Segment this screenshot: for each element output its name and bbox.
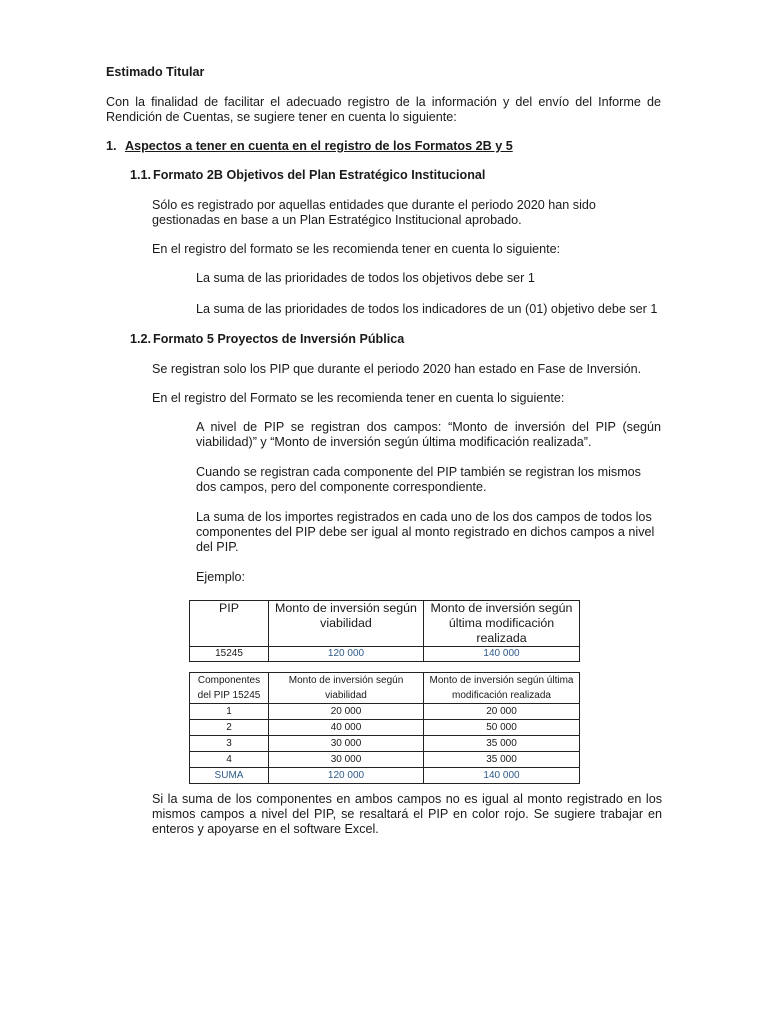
section-1-number: 1. <box>106 139 117 153</box>
table-cell: 20 000 <box>269 704 424 720</box>
greeting: Estimado Titular <box>106 65 205 79</box>
table-cell: 20 000 <box>424 704 580 720</box>
table-header-cell: Componentes del PIP 15245 <box>190 673 269 704</box>
table-cell: 50 000 <box>424 720 580 736</box>
subsection-1-2-number: 1.2. <box>130 332 152 346</box>
section-1-title: Aspectos a tener en cuenta en el registro de los Formatos 2B y 5 <box>125 139 513 153</box>
table-header-row <box>190 673 580 704</box>
table-row <box>190 752 580 768</box>
table-cell: 15245 <box>190 647 269 662</box>
total-label-cell: SUMA <box>190 768 269 784</box>
closing-paragraph: Si la suma de los componentes en ambos campos no es igual al monto registrado en los mismos campos a nivel del PIP, se resaltará el PIP en color rojo. Se sugiere trabajar en enteros y apoyarse en el software Excel. <box>152 792 662 836</box>
total-cell: 120 000 <box>269 768 424 784</box>
subsection-1-2-title: Formato 5 Proyectos de Inversión Pública <box>153 332 405 346</box>
subsection-1-1-item-2: La suma de las prioridades de todos los indicadores de un (01) objetivo debe ser 1 <box>196 302 658 316</box>
subsection-1-1-paragraph-2: En el registro del formato se les recomienda tener en cuenta lo siguiente: <box>152 242 561 256</box>
table-cell: 40 000 <box>269 720 424 736</box>
table-cell: 30 000 <box>269 736 424 752</box>
pip-summary-table <box>189 600 580 662</box>
table-row <box>190 736 580 752</box>
table-header-cell: Monto de inversión según viabilidad <box>269 673 424 704</box>
subsection-1-2-item-2: Cuando se registran cada componente del PIP también se registran los mismos dos campos, pero del componente correspondiente. <box>196 465 641 494</box>
table-cell: 35 000 <box>424 752 580 768</box>
table-row <box>190 647 580 662</box>
intro-paragraph: Con la finalidad de facilitar el adecuado registro de la información y del envío del Informe de Rendición de Cuentas, se sugiere tener en cuenta lo siguiente: <box>106 95 661 124</box>
subsection-1-1-paragraph-1: Sólo es registrado por aquellas entidades que durante el periodo 2020 han sido gestionadas en base a un Plan Estratégico Institucional aprobado. <box>152 198 596 227</box>
table-cell: 30 000 <box>269 752 424 768</box>
table-header-cell: Monto de inversión según última modificación realizada <box>424 673 580 704</box>
table-row <box>190 720 580 736</box>
table-cell: 120 000 <box>269 647 424 662</box>
table-header-row <box>190 601 580 647</box>
table-cell: 140 000 <box>424 647 580 662</box>
table-cell: 1 <box>190 704 269 720</box>
table-header-cell: Monto de inversión según última modificación realizada <box>424 601 580 647</box>
components-table <box>189 672 580 784</box>
subsection-1-2-item-3: La suma de los importes registrados en cada uno de los dos campos de todos los componentes del PIP debe ser igual al monto registrado en dichos campos a nivel del PIP. <box>196 510 655 554</box>
table-cell: 4 <box>190 752 269 768</box>
subsection-1-1-item-1: La suma de las prioridades de todos los objetivos debe ser 1 <box>196 271 535 285</box>
example-label: Ejemplo: <box>196 570 245 584</box>
total-cell: 140 000 <box>424 768 580 784</box>
table-header-cell: Monto de inversión según viabilidad <box>269 601 424 647</box>
table-cell: 3 <box>190 736 269 752</box>
subsection-1-2-paragraph-2: En el registro del Formato se les recomienda tener en cuenta lo siguiente: <box>152 391 565 405</box>
subsection-1-2-paragraph-1: Se registran solo los PIP que durante el periodo 2020 han estado en Fase de Inversión. <box>152 362 642 376</box>
table-row <box>190 704 580 720</box>
subsection-1-1-title: Formato 2B Objetivos del Plan Estratégico Institucional <box>153 168 486 182</box>
table-cell: 2 <box>190 720 269 736</box>
table-cell: 35 000 <box>424 736 580 752</box>
table-header-cell: PIP <box>190 601 269 647</box>
subsection-1-1-number: 1.1. <box>130 168 152 182</box>
table-total-row <box>190 768 580 784</box>
subsection-1-2-item-1: A nivel de PIP se registran dos campos: “Monto de inversión del PIP (según viabilidad)” y “Monto de inversión según última modificación realizada”. <box>196 420 661 449</box>
